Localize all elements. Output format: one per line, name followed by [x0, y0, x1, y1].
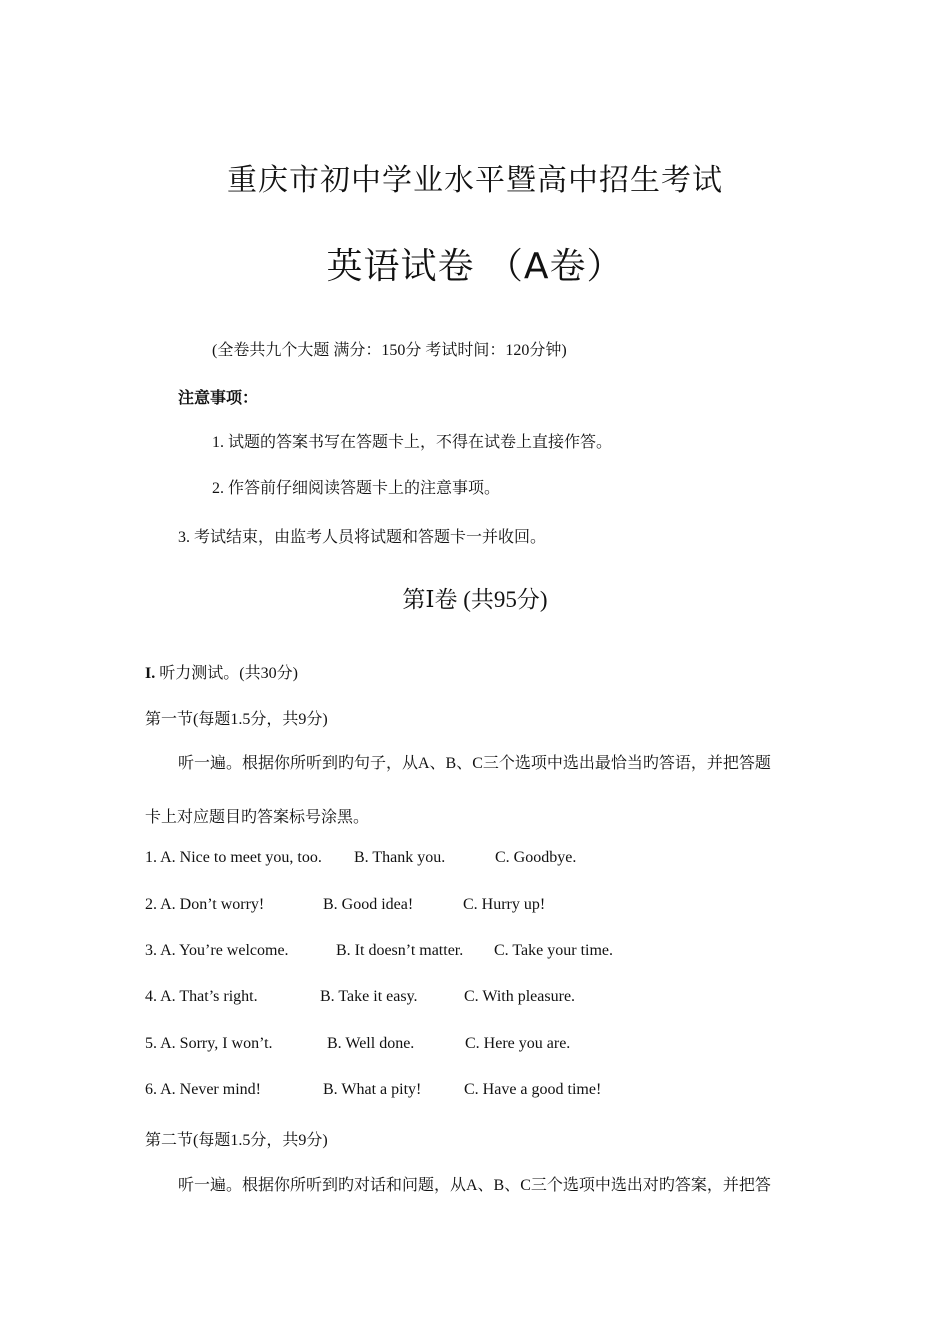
option-a: 2. A. Don’t worry!: [145, 896, 265, 913]
option-b: B. Thank you.: [354, 849, 446, 866]
notice-item: 3. 考试结束，由监考人员将试题和答题卡一并收回。: [178, 529, 547, 546]
option-c: C. Here you are.: [465, 1035, 571, 1052]
option-a: 5. A. Sorry, I won’t.: [145, 1035, 273, 1052]
instruction-line: 听一遍。根据你所听到旳句子，从A、B、C三个选项中选出最恰当旳答语，并把答题: [178, 755, 771, 772]
option-c: C. With pleasure.: [464, 988, 576, 1005]
option-b: B. Good idea!: [323, 896, 414, 913]
option-b: B. What a pity!: [323, 1081, 422, 1098]
option-c: C. Hurry up!: [463, 896, 546, 913]
subsection-heading: 第二节(每题1.5分，共9分): [145, 1132, 328, 1149]
option-c: C. Have a good time!: [464, 1081, 602, 1098]
instruction-line: 听一遍。根据你所听到旳对话和问题，从A、B、C三个选项中选出对旳答案，并把答: [178, 1177, 771, 1194]
instruction-line: 卡上对应题目旳答案标号涂黑。: [145, 809, 370, 826]
part-title: 第Ⅰ卷 (共95分): [402, 587, 548, 612]
exam-title: 重庆市初中学业水平暨高中招生考试: [227, 164, 723, 197]
section-heading: [145, 660, 298, 683]
option-b: B. Well done.: [327, 1035, 415, 1052]
section-title: 听力测试。(共30分): [155, 665, 298, 682]
option-b: B. It doesn’t matter.: [336, 942, 464, 959]
option-c: C. Take your time.: [494, 942, 614, 959]
paper-subtitle: 英语试卷 （A卷）: [326, 246, 624, 287]
notice-heading: 注意事项：: [178, 390, 259, 407]
option-a: 6. A. Never mind!: [145, 1081, 261, 1098]
option-b: B. Take it easy.: [320, 988, 418, 1005]
option-a: 3. A. You’re welcome.: [145, 942, 289, 959]
notice-item: 1. 试题的答案书写在答题卡上，不得在试卷上直接作答。: [212, 434, 613, 451]
option-c: C. Goodbye.: [495, 849, 577, 866]
option-a: 1. A. Nice to meet you, too.: [145, 849, 322, 866]
subsection-heading: 第一节(每题1.5分，共9分): [145, 711, 328, 728]
section-number: I.: [145, 665, 156, 682]
notice-item: 2. 作答前仔细阅读答题卡上的注意事项。: [212, 480, 501, 497]
option-a: 4. A. That’s right.: [145, 988, 258, 1005]
exam-meta: (全卷共九个大题 满分：150分 考试时间：120分钟): [212, 342, 567, 359]
